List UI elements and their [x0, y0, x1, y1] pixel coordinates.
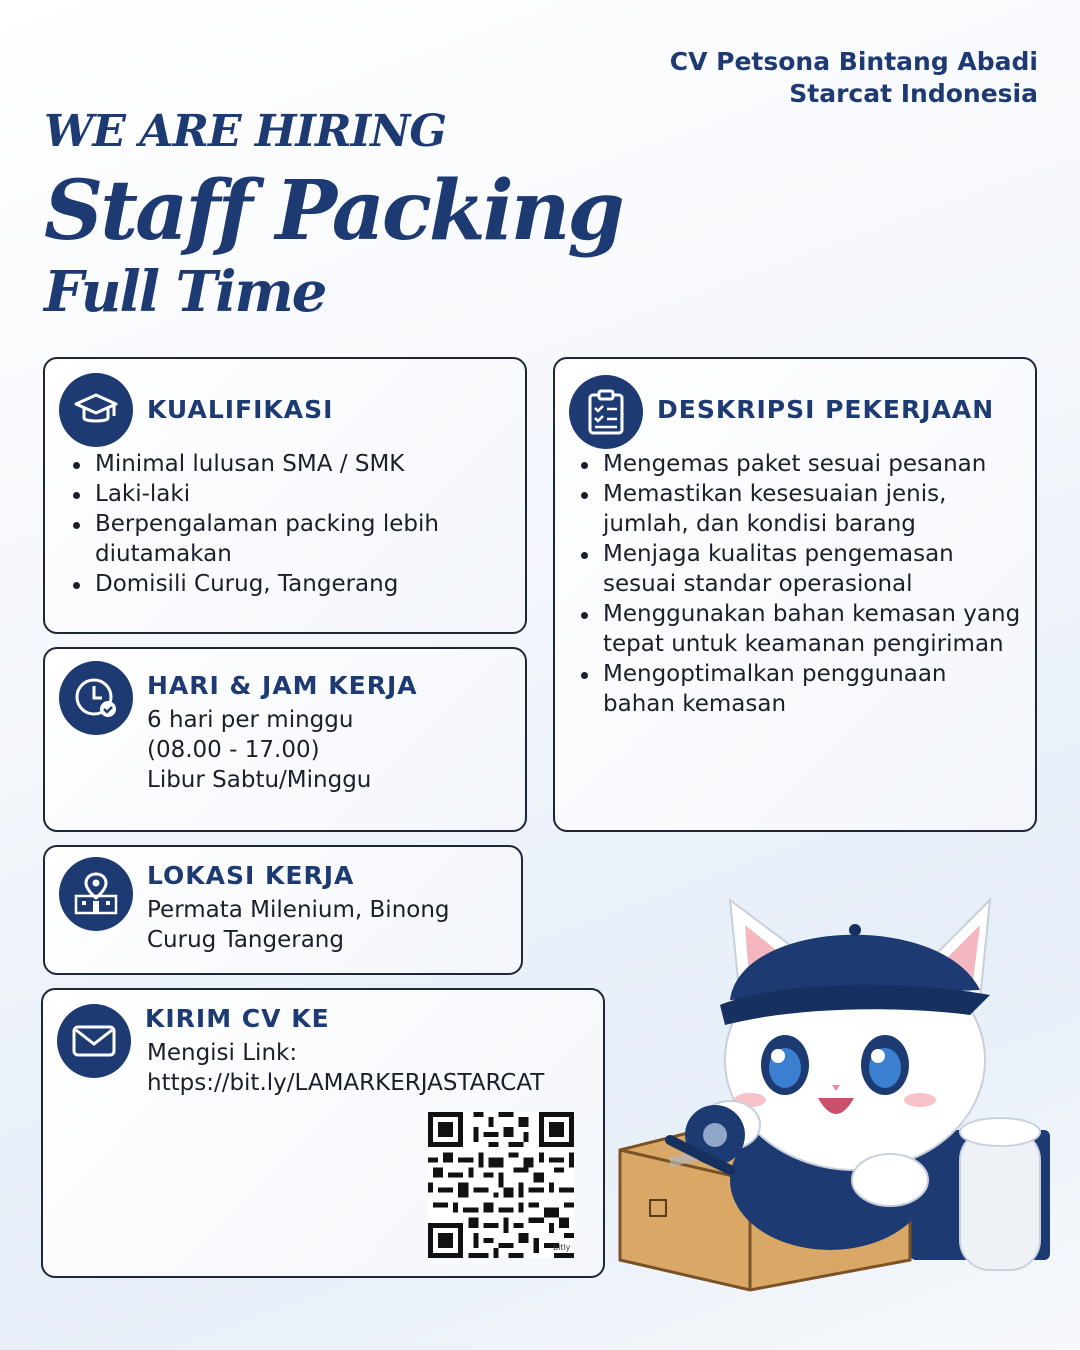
schedule-details: [147, 705, 371, 795]
cat-mascot-illustration: [610, 880, 1060, 1300]
schedule-card: [43, 647, 527, 832]
qr-brand-label: bitly: [553, 1243, 571, 1252]
list-item: Menjaga kualitas pengemasan sesuai standar operasional: [579, 539, 1025, 599]
job-description-title: DESKRIPSI PEKERJAAN: [657, 395, 995, 424]
schedule-off-day: Libur Sabtu/Minggu: [147, 767, 372, 793]
location-title: LOKASI KERJA: [147, 861, 355, 890]
clipboard-checklist-icon: [569, 375, 643, 449]
schedule-days: 6 hari per minggu: [147, 707, 354, 733]
list-item: Domisili Curug, Tangerang: [71, 569, 511, 599]
clock-check-icon: [59, 661, 133, 735]
graduation-cap-icon: [59, 373, 133, 447]
list-item: Berpengalaman packing lebih diutamakan: [71, 509, 511, 569]
qr-code[interactable]: [428, 1112, 574, 1258]
apply-title: KIRIM CV KE: [145, 1004, 330, 1033]
qualifications-list: [71, 449, 511, 599]
location-building-icon: [59, 857, 133, 931]
list-item: Memastikan kesesuaian jenis, jumlah, dan kondisi barang: [579, 479, 1025, 539]
qualifications-title: KUALIFIKASI: [147, 395, 334, 424]
list-item: Mengoptimalkan penggunaan bahan kemasan: [579, 659, 1025, 719]
apply-instruction: Mengisi Link:: [147, 1040, 298, 1066]
schedule-hours: (08.00 - 17.00): [147, 737, 320, 763]
job-description-list: [579, 449, 1025, 719]
envelope-icon: [57, 1004, 131, 1078]
hero-title: Staff Packing: [44, 163, 622, 259]
list-item: Menggunakan bahan kemasan yang tepat untuk keamanan pengiriman: [579, 599, 1025, 659]
location-line-1: Permata Milenium, Binong: [147, 897, 450, 923]
job-description-card: [553, 357, 1037, 832]
hero-heading: [44, 104, 622, 324]
qualifications-card: [43, 357, 527, 634]
location-line-2: Curug Tangerang: [147, 927, 344, 953]
location-details: [147, 895, 450, 955]
apply-details: [147, 1038, 544, 1098]
hero-kicker: WE ARE HIRING: [44, 106, 446, 157]
list-item: Laki-laki: [71, 479, 511, 509]
apply-link[interactable]: https://bit.ly/LAMARKERJASTARCAT: [147, 1070, 545, 1096]
location-card: [43, 845, 523, 975]
hero-subtitle: Full Time: [44, 259, 326, 325]
schedule-title: HARI & JAM KERJA: [147, 671, 418, 700]
company-name: [670, 46, 1038, 110]
company-line-2: Starcat Indonesia: [789, 79, 1038, 108]
list-item: Minimal lulusan SMA / SMK: [71, 449, 511, 479]
list-item: Mengemas paket sesuai pesanan: [579, 449, 1025, 479]
company-line-1: CV Petsona Bintang Abadi: [669, 47, 1038, 76]
